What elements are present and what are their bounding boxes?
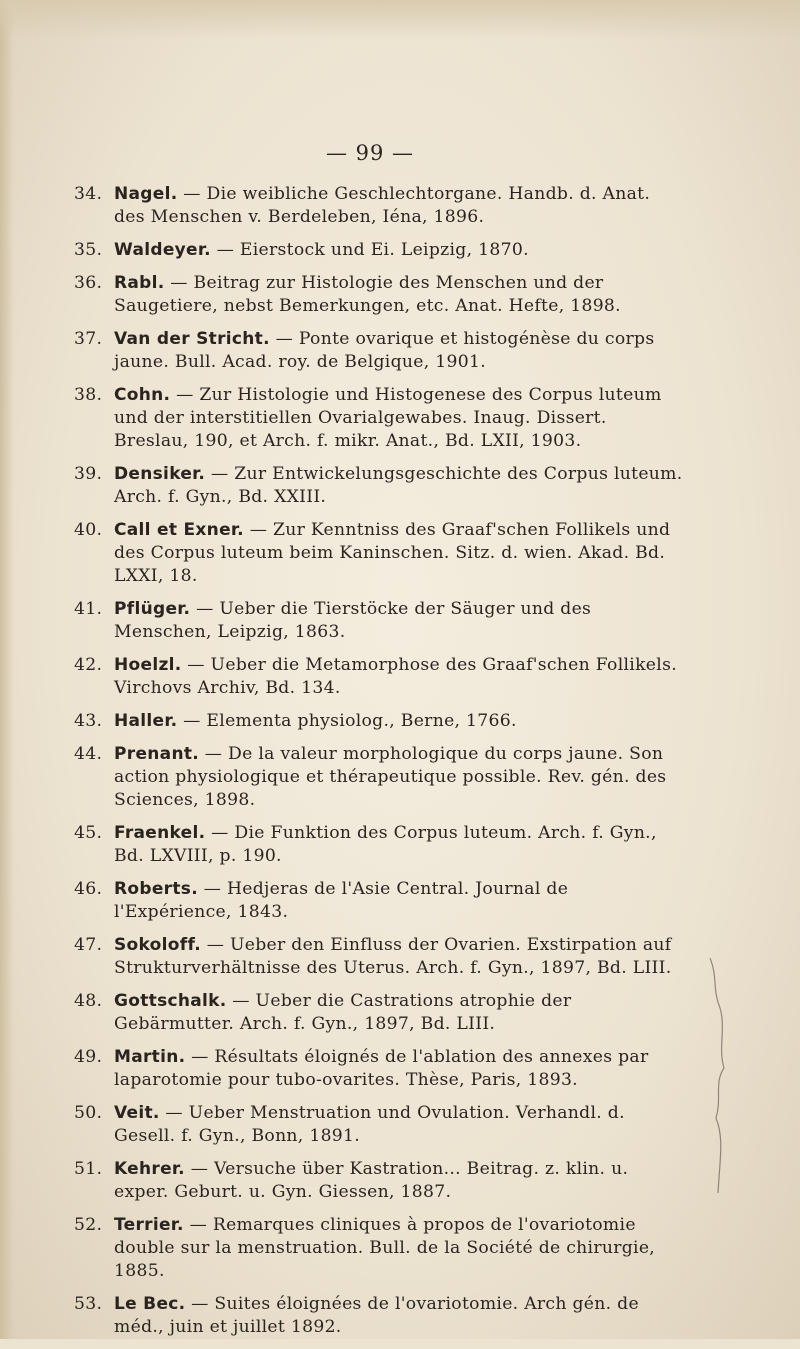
reference-list <box>74 183 684 1349</box>
reference-author: Gottschalk. <box>114 991 227 1011</box>
reference-number: 39. <box>74 464 103 484</box>
reference-text: — Ueber den Einfluss der Ovarien. Exstirpation auf Strukturverhältnisse des Uterus. Arch. f. Gyn., 1897, Bd. LIII. <box>114 935 672 978</box>
reference-number: 49. <box>74 1047 103 1067</box>
reference-author: Van der Stricht. <box>114 329 270 349</box>
reference-text: — Eierstock und Ei. Leipzig, 1870. <box>210 240 529 260</box>
reference-author: Roberts. <box>114 879 198 899</box>
reference-number: 42. <box>74 655 103 675</box>
reference-author: Rabl. <box>114 273 165 293</box>
reference-text: — De la valeur morphologique du corps jaune. Son action physiologique et thérapeutique possible. Rev. gén. des Sciences, 1898. <box>114 744 667 810</box>
reference-entry <box>74 934 684 980</box>
reference-entry <box>74 272 684 318</box>
reference-text: — Ueber Menstruation und Ovulation. Verhandl. d. Gesell. f. Gyn., Bonn, 1891. <box>114 1103 625 1146</box>
reference-author: Call et Exner. <box>114 520 244 540</box>
reference-number: 41. <box>74 599 103 619</box>
reference-entry <box>74 328 684 374</box>
reference-entry <box>74 1293 684 1339</box>
reference-number: 46. <box>74 879 103 899</box>
reference-text: — Zur Histologie und Histogenese des Corpus luteum und der interstitiellen Ovarialgewabes. Inaug. Dissert. Breslau, 190, et Arch. f. mikr. Anat., Bd. LXII, 1903. <box>114 385 662 451</box>
reference-author: Hoelzl. <box>114 655 182 675</box>
reference-entry <box>74 598 684 644</box>
reference-number: 50. <box>74 1103 103 1123</box>
reference-number: 47. <box>74 935 103 955</box>
reference-text: — Remarques cliniques à propos de l'ovariotomie double sur la menstruation. Bull. de la Société de chirurgie, 1885. <box>114 1215 656 1281</box>
reference-text: — Die Funktion des Corpus luteum. Arch. f. Gyn., Bd. LXVIII, p. 190. <box>114 823 657 866</box>
reference-entry <box>74 239 684 262</box>
reference-text: — Ueber die Castrations atrophie der Gebärmutter. Arch. f. Gyn., 1897, Bd. LIII. <box>114 991 572 1034</box>
reference-entry <box>74 743 684 812</box>
page-top-shadow <box>0 0 800 40</box>
reference-text: — Zur Entwickelungsgeschichte des Corpus luteum. Arch. f. Gyn., Bd. XXIII. <box>114 464 683 507</box>
reference-author: Pflüger. <box>114 599 191 619</box>
reference-author: Nagel. <box>114 184 178 204</box>
reference-entry <box>74 990 684 1036</box>
reference-author: Fraenkel. <box>114 823 206 843</box>
reference-text: — Zur Kenntniss des Graaf'schen Follikels und des Corpus luteum beim Kaninschen. Sitz. d. wien. Akad. Bd. LXXI, 18. <box>114 520 671 586</box>
reference-author: Kehrer. <box>114 1159 185 1179</box>
reference-entry <box>74 710 684 733</box>
reference-number: 40. <box>74 520 103 540</box>
reference-number: 44. <box>74 744 103 764</box>
reference-entry <box>74 183 684 229</box>
reference-entry <box>74 878 684 924</box>
reference-author: Terrier. <box>114 1215 184 1235</box>
reference-number: 35. <box>74 240 103 260</box>
reference-number: 34. <box>74 184 103 204</box>
reference-text: — Ponte ovarique et histogénèse du corps jaune. Bull. Acad. roy. de Belgique, 1901. <box>114 329 655 372</box>
reference-entry <box>74 463 684 509</box>
reference-text: — Ueber die Metamorphose des Graaf'schen Follikels. Virchovs Archiv, Bd. 134. <box>114 655 677 698</box>
reference-text: — Suites éloignées de l'ovariotomie. Arch gén. de méd., juin et juillet 1892. <box>114 1294 639 1337</box>
reference-entry <box>74 1158 684 1204</box>
reference-author: Prenant. <box>114 744 200 764</box>
reference-author: Sokoloff. <box>114 935 201 955</box>
reference-entry <box>74 654 684 700</box>
reference-author: Haller. <box>114 711 178 731</box>
reference-text: — Beitrag zur Histologie des Menschen und der Saugetiere, nebst Bemerkungen, etc. Anat. Hefte, 1898. <box>114 273 621 316</box>
reference-author: Waldeyer. <box>114 240 211 260</box>
reference-text: — Elementa physiolog., Berne, 1766. <box>177 711 517 731</box>
reference-number: 53. <box>74 1294 103 1314</box>
reference-entry <box>74 519 684 588</box>
reference-author: Densiker. <box>114 464 206 484</box>
reference-text: — Hedjeras de l'Asie Central. Journal de l'Expérience, 1843. <box>114 879 569 922</box>
reference-text: — Ueber die Tierstöcke der Säuger und des Menschen, Leipzig, 1863. <box>114 599 592 642</box>
reference-number: 52. <box>74 1215 103 1235</box>
reference-author: Cohn. <box>114 385 171 405</box>
reference-entry <box>74 1046 684 1092</box>
reference-number: 37. <box>74 329 103 349</box>
reference-author: Veit. <box>114 1103 160 1123</box>
reference-author: Le Bec. <box>114 1294 186 1314</box>
reference-number: 38. <box>74 385 103 405</box>
margin-pencil-mark <box>700 958 750 1198</box>
reference-entry <box>74 384 684 453</box>
reference-entry <box>74 822 684 868</box>
reference-number: 43. <box>74 711 103 731</box>
reference-number: 45. <box>74 823 103 843</box>
reference-text: — Die weibliche Geschlechtorgane. Handb. d. Anat. des Menschen v. Berdeleben, Iéna, 1896. <box>114 184 651 227</box>
reference-number: 36. <box>74 273 103 293</box>
reference-text: — Versuche über Kastration... Beitrag. z. klin. u. exper. Geburt. u. Gyn. Giessen, 1887. <box>114 1159 629 1202</box>
reference-entry <box>74 1214 684 1283</box>
page-edge-shadow <box>0 0 14 1339</box>
reference-author: Martin. <box>114 1047 186 1067</box>
reference-number: 51. <box>74 1159 103 1179</box>
reference-text: — Résultats éloignés de l'ablation des annexes par laparotomie pour tubo-ovarites. Thèse, Paris, 1893. <box>114 1047 649 1090</box>
reference-number: 48. <box>74 991 103 1011</box>
reference-entry <box>74 1102 684 1148</box>
page-number: — 99 — <box>325 141 415 165</box>
